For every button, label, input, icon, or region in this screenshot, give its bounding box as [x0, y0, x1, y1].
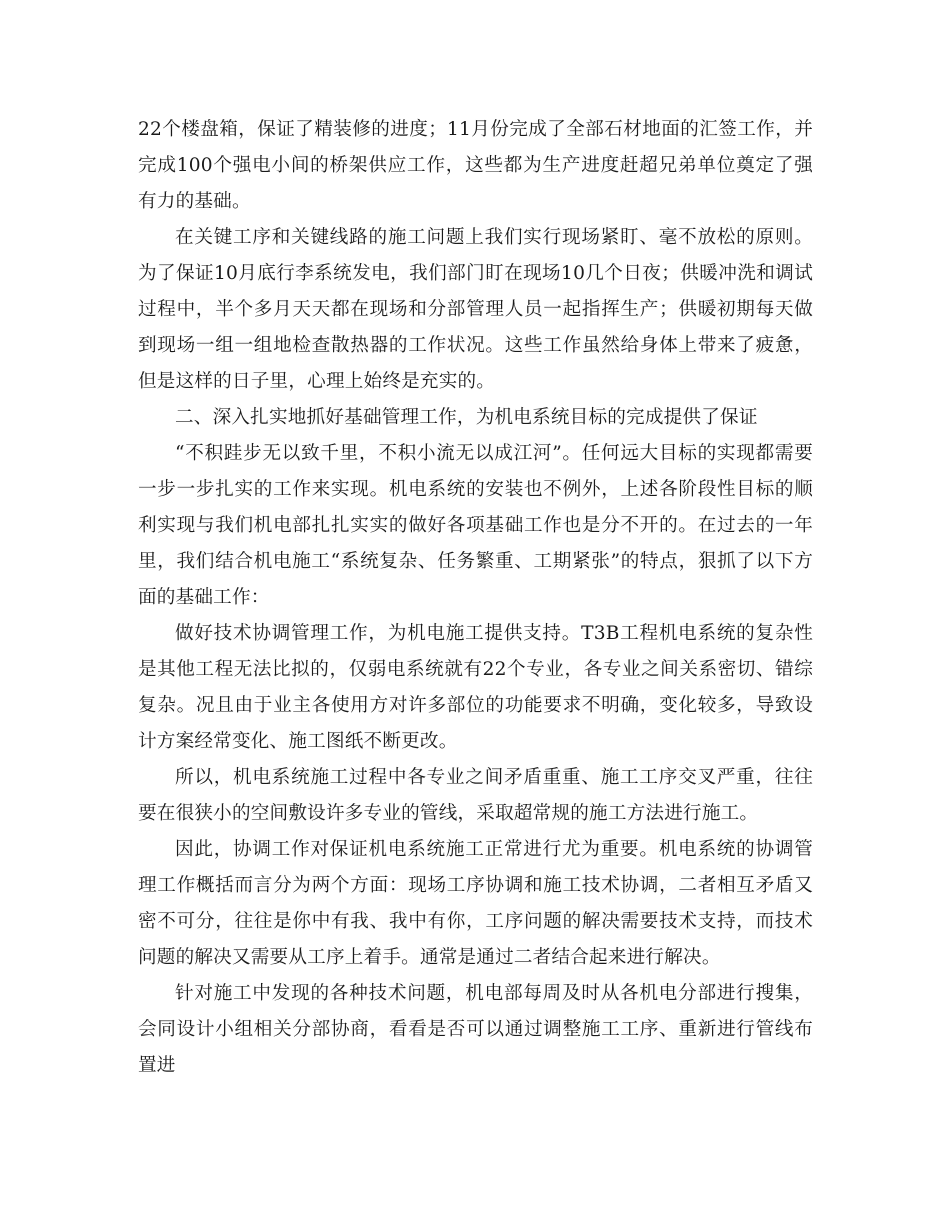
paragraph-4: 做好技术协调管理工作，为机电施工提供支持。T3B工程机电系统的复杂性是其他工程无法比拟的，仅弱电系统就有22个专业，各专业之间关系密切、错综复杂。况且由于业主各使用方对许多部位的功能要求不明确，变化较多，导致设计方案经常变化、施工图纸不断更改。: [138, 623, 813, 752]
paragraph-7: 针对施工中发现的各种技术问题，机电部每周及时从各机电分部进行搜集，会同设计小组相关分部协商，看看是否可以通过调整施工工序、重新进行管线布置进: [138, 983, 813, 1076]
paragraph-1: 22个楼盘箱，保证了精装修的进度；11月份完成了全部石材地面的汇签工作，并完成100个强电小间的桥架供应工作，这些都为生产进度赶超兄弟单位奠定了强有力的基础。: [138, 119, 813, 212]
document-body: [138, 112, 813, 1084]
paragraph-3: “不积跬步无以致千里，不积小流无以成江河”。任何远大目标的实现都需要一步一步扎实的工作来实现。机电系统的安装也不例外，上述各阶段性目标的顺利实现与我们机电部扎扎实实的做好各项基础工作也是分不开的。在过去的一年里，我们结合机电施工“系统复杂、任务繁重、工期紧张”的特点，狠抓了以下方面的基础工作：: [138, 443, 813, 608]
paragraph-5: 所以，机电系统施工过程中各专业之间矛盾重重、施工工序交叉严重，往往要在很狭小的空间敷设许多专业的管线，采取超常规的施工方法进行施工。: [138, 767, 813, 824]
paragraph-6: 因此，协调工作对保证机电系统施工正常进行尤为重要。机电系统的协调管理工作概括而言分为两个方面：现场工序协调和施工技术协调，二者相互矛盾又密不可分，往往是你中有我、我中有你，工序问题的解决需要技术支持，而技术问题的解决又需要从工序上着手。通常是通过二者结合起来进行解决。: [138, 839, 813, 968]
paragraph-2: 在关键工序和关键线路的施工问题上我们实行现场紧盯、毫不放松的原则。为了保证10月底行李系统发电，我们部门盯在现场10几个日夜；供暖冲洗和调试过程中，半个多月天天都在现场和分部管理人员一起指挥生产；供暖初期每天做到现场一组一组地检查散热器的工作状况。这些工作虽然给身体上带来了疲惫，但是这样的日子里，心理上始终是充实的。: [138, 227, 813, 392]
section-heading: 二、深入扎实地抓好基础管理工作，为机电系统目标的完成提供了保证: [175, 407, 758, 428]
